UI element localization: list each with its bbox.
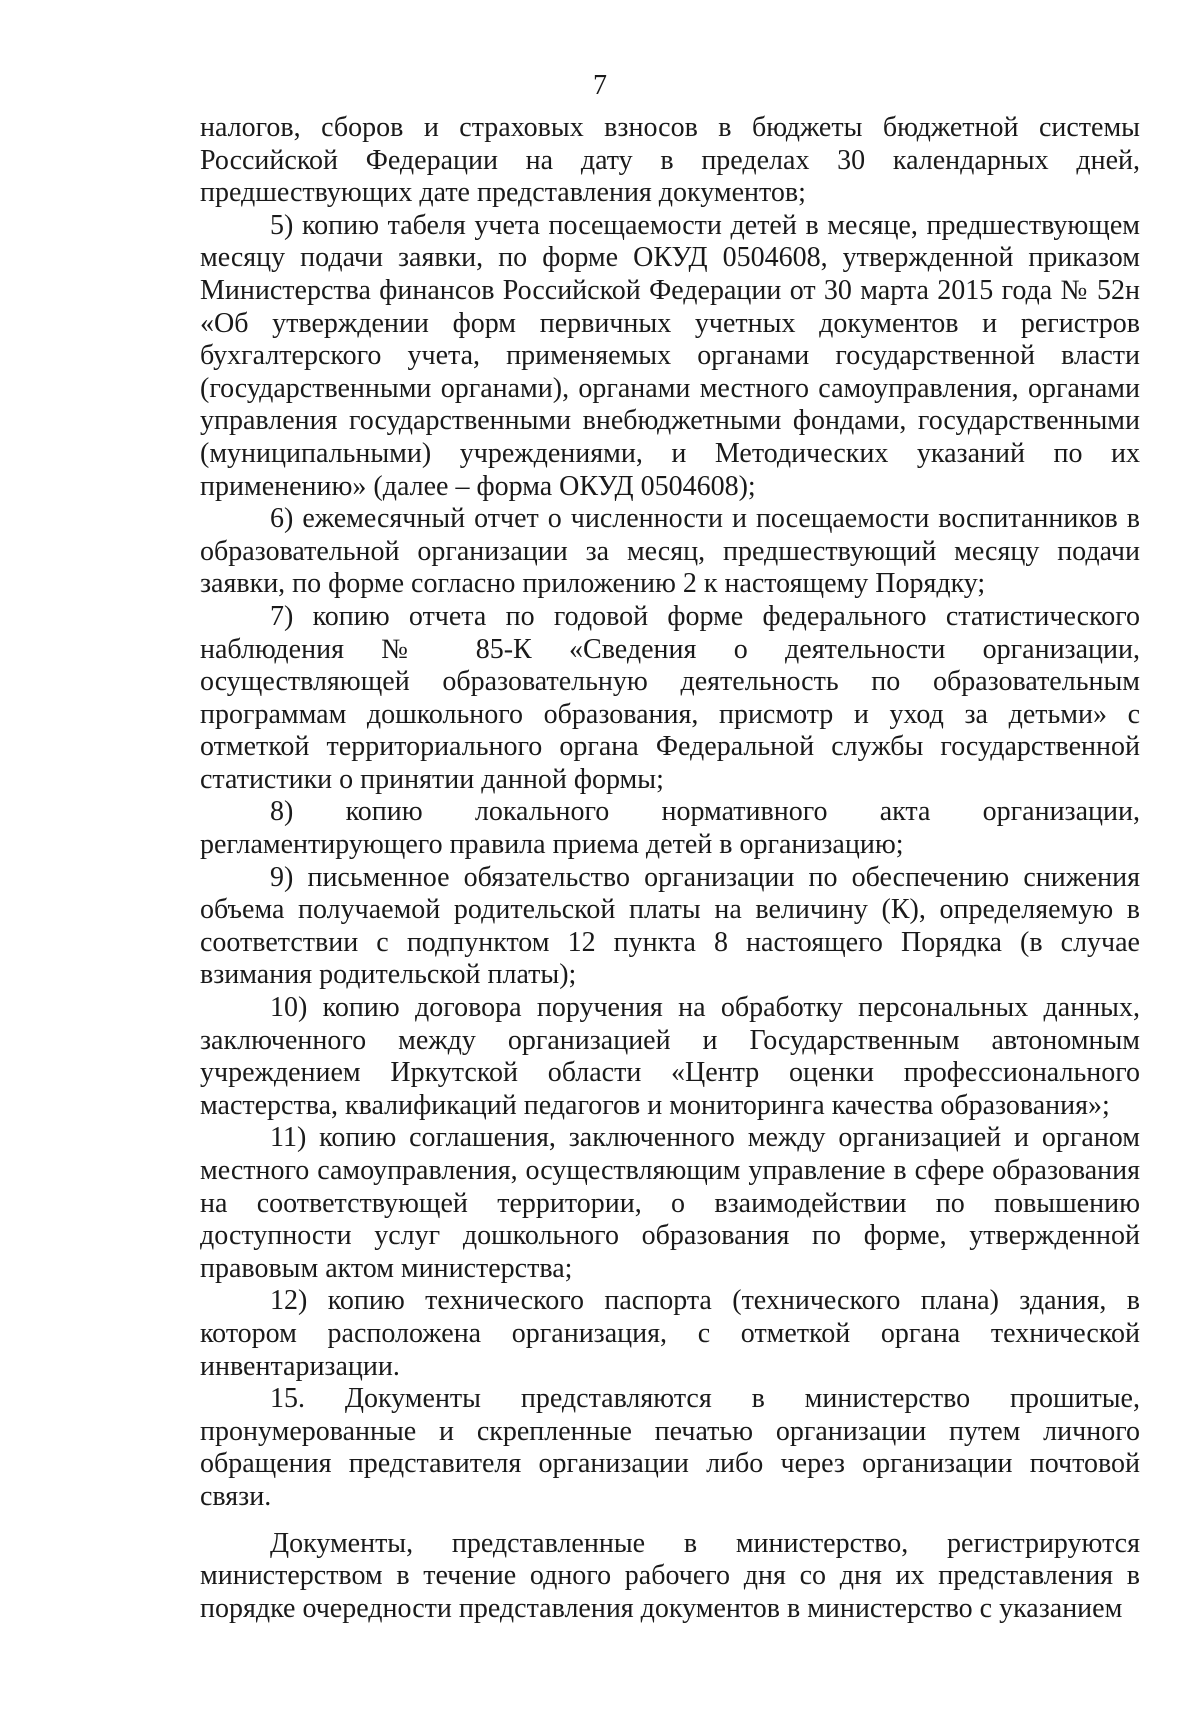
paragraph-registration: Документы, представленные в министерство, регистрируются министерством в течение одного рабочего дня со дня их представления в порядке очередности представления документов в министерство с указанием	[200, 1527, 1140, 1624]
paragraph-section-15: 15. Документы представляются в министерство прошитые, пронумерованные и скрепленные печатью организации путем личного обращения представителя организации либо через организации почтовой связи.	[200, 1383, 1140, 1512]
paragraph-item-6: 6) ежемесячный отчет о численности и посещаемости воспитанников в образовательной организации за месяц, предшествующий месяцу подачи заявки, по форме согласно приложению 2 к настоящему Порядку;	[200, 503, 1140, 600]
document-body	[200, 112, 1140, 1625]
page-number: 7	[593, 70, 607, 101]
paragraph-item-5: 5) копию табеля учета посещаемости детей в месяце, предшествующем месяцу подачи заявки, по форме ОКУД 0504608, утвержденной приказом Министерства финансов Российской Федерации от 30 марта 2015 года № 52н «Об утверждении форм первичных учетных документов и регистров бухгалтерского учета, применяемых органами государственной власти (государственными органами), органами местного самоуправления, органами управления государственными внебюджетными фондами, государственными (муниципальными) учреждениями, и Методических указаний по их применению» (далее – форма ОКУД 0504608);	[200, 209, 1140, 502]
paragraph-item-11: 11) копию соглашения, заключенного между организацией и органом местного самоуправления, осуществляющим управление в сфере образования на соответствующей территории, о взаимодействии по повышению доступности услуг дошкольного образования по форме, утвержденной правовым актом министерства;	[200, 1122, 1140, 1284]
paragraph-item-12: 12) копию технического паспорта (технического плана) здания, в котором расположена организация, с отметкой органа технической инвентаризации.	[200, 1285, 1140, 1382]
paragraph-item-7: 7) копию отчета по годовой форме федерального статистического наблюдения № 85-К «Сведения о деятельности организации, осуществляющей образовательную деятельность по образовательным программам дошкольного образования, присмотр и уход за детьми» с отметкой территориального органа Федеральной службы государственной статистики о принятии данной формы;	[200, 600, 1140, 795]
paragraph-item-8: 8) копию локального нормативного акта организации, регламентирующего правила приема детей в организацию;	[200, 796, 1140, 861]
paragraph-item-9: 9) письменное обязательство организации по обеспечению снижения объема получаемой родительской платы на величину (К), определяемую в соответствии с подпунктом 12 пункта 8 настоящего Порядка (в случае взимания родительской платы);	[200, 861, 1140, 991]
paragraph-continuation: налогов, сборов и страховых взносов в бюджеты бюджетной системы Российской Федерации на дату в пределах 30 календарных дней, предшествующих дате представления документов;	[200, 112, 1140, 209]
paragraph-item-10: 10) копию договора поручения на обработку персональных данных, заключенного между организацией и Государственным автономным учреждением Иркутской области «Центр оценки профессионального мастерства, квалификаций педагогов и мониторинга качества образования»;	[200, 992, 1140, 1121]
